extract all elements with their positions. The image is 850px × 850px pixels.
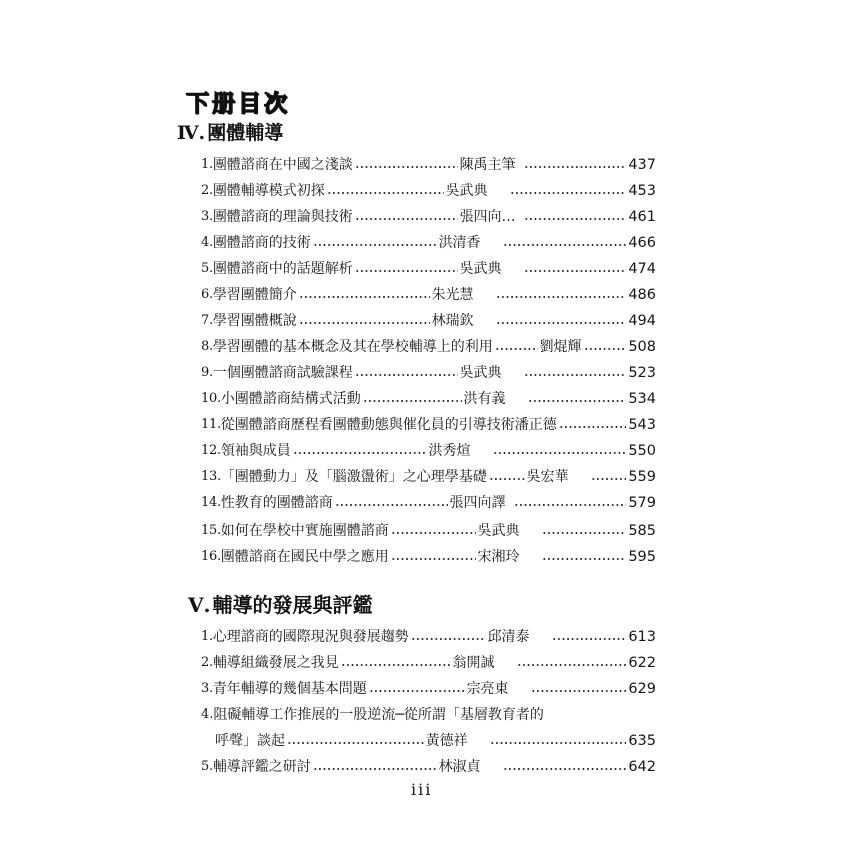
entry-number: 4.: [201, 235, 213, 250]
entry-title: 團體輔導模式初探: [212, 183, 325, 199]
entry-page: 534: [628, 391, 656, 407]
leader-dots: [528, 398, 627, 404]
entry-page: 642: [628, 759, 656, 775]
entry-title: 學習團體概說: [212, 313, 297, 329]
entry-author: 張四向譯: [449, 495, 506, 511]
leader-dots: [299, 294, 430, 300]
entry-page: 437: [628, 157, 656, 173]
leader-dots: [411, 636, 486, 642]
leader-dots: [355, 372, 458, 378]
leader-dots: [496, 320, 627, 326]
entry-author: 黃德祥: [425, 733, 468, 749]
leader-dots: [335, 502, 448, 508]
section-title: 輔導的發展與評鑑: [212, 593, 373, 617]
leader-dots: [313, 766, 437, 772]
leader-dots: [355, 268, 458, 274]
entry-number: 1.: [201, 629, 213, 644]
toc-entry[interactable]: [201, 361, 656, 383]
leader-dots: [514, 502, 627, 508]
toc-entry-continuation[interactable]: [215, 729, 656, 751]
section-heading-v: [188, 589, 372, 618]
entry-title: 小團體諮商結構式活動: [220, 391, 361, 407]
leader-dots: [559, 424, 627, 430]
entry-author: 林淑貞: [438, 759, 481, 775]
leader-dots: [355, 216, 458, 222]
entry-title: 輔導組織發展之我見: [212, 655, 339, 671]
entry-author: 翁開誠: [452, 655, 495, 671]
leader-dots: [287, 740, 424, 746]
leader-dots: [524, 372, 627, 378]
leader-dots: [313, 242, 437, 248]
entry-number: 7.: [201, 313, 213, 328]
entry-author: 吳武典: [445, 183, 488, 199]
entry-number: 15.: [201, 523, 221, 538]
toc-entry[interactable]: [201, 257, 656, 279]
entry-number: 11.: [201, 417, 221, 432]
entry-number: 8.: [201, 339, 213, 354]
entry-author: 洪有義: [463, 391, 506, 407]
section-number: Ⅴ.: [188, 593, 211, 617]
entry-title: 一個團體諮商試驗課程: [212, 365, 353, 381]
entry-number: 6.: [201, 287, 213, 302]
leader-dots: [552, 636, 627, 642]
entry-number: 3.: [201, 209, 213, 224]
entry-title: 團體諮商在國民中學之應用: [220, 549, 389, 565]
entry-number: 3.: [201, 681, 213, 696]
leader-dots: [341, 662, 451, 668]
entry-page: 550: [628, 443, 656, 459]
entry-number: 2.: [201, 183, 213, 198]
entry-author: 宗亮東: [466, 681, 509, 697]
entry-page: 559: [628, 469, 656, 485]
entry-author: 洪清香: [438, 235, 481, 251]
leader-dots: [489, 476, 525, 482]
entry-page: 474: [628, 261, 656, 277]
entry-author: 吳宏華: [526, 469, 569, 485]
leader-dots: [490, 740, 627, 746]
leader-dots: [542, 556, 627, 562]
entry-title: 團體諮商的理論與技術: [212, 209, 353, 225]
entry-title: 「團體動力」及「腦激盪術」之心理學基礎: [220, 469, 487, 485]
leader-dots: [517, 662, 627, 668]
leader-dots: [584, 346, 627, 352]
toc-entry[interactable]: [201, 179, 656, 201]
entry-title: 阻礙輔導工作推展的一股逆流─從所謂「基層教育者的: [213, 707, 544, 723]
entry-number: 9.: [201, 365, 213, 380]
entry-page: 543: [628, 417, 656, 433]
leader-dots: [591, 476, 627, 482]
section-number: Ⅳ.: [177, 122, 206, 144]
leader-dots: [531, 688, 627, 694]
entry-number: 4.: [201, 707, 214, 722]
entry-title: 青年輔導的幾個基本問題: [212, 681, 367, 697]
leader-dots: [391, 530, 476, 536]
leader-dots: [363, 398, 462, 404]
entry-author: 吳武典: [477, 523, 520, 539]
entry-title: 心理諮商的國際現況與發展趨勢: [212, 629, 409, 645]
toc-entry[interactable]: [201, 545, 656, 567]
entry-page: 486: [628, 287, 656, 303]
entry-author: 張四向…: [459, 209, 516, 225]
toc-entry[interactable]: [201, 205, 656, 227]
toc-entry[interactable]: [201, 755, 656, 777]
leader-dots: [493, 450, 627, 456]
leader-dots: [369, 688, 465, 694]
leader-dots: [299, 320, 430, 326]
entry-title: 從團體諮商歷程看團體動態與催化員的引導技術: [220, 417, 515, 433]
toc-entry[interactable]: [201, 309, 656, 331]
leader-dots: [503, 242, 627, 248]
entry-title: 學習團體簡介: [212, 287, 297, 303]
entry-author: 林瑞欽: [431, 313, 474, 329]
entry-number: 14.: [201, 495, 221, 510]
entry-page: 579: [628, 495, 656, 511]
entry-page: 523: [628, 365, 656, 381]
leader-dots: [510, 190, 627, 196]
entry-number: 2.: [201, 655, 213, 670]
toc-entry[interactable]: [201, 677, 656, 699]
entry-number: 10.: [201, 391, 221, 406]
toc-entry[interactable]: [201, 413, 656, 435]
entry-page: 508: [628, 339, 656, 355]
page-number: iii: [411, 780, 433, 799]
section-title: 團體輔導: [207, 122, 284, 144]
entry-page: 494: [628, 313, 656, 329]
toc-entry[interactable]: [201, 335, 656, 357]
entry-page: 629: [628, 681, 656, 697]
entry-number: 5.: [201, 261, 213, 276]
toc-entry[interactable]: [201, 439, 656, 461]
page-title: 下册目次: [186, 91, 290, 117]
entry-page: 461: [628, 209, 656, 225]
leader-dots: [503, 766, 627, 772]
entry-number: 1.: [201, 157, 213, 172]
entry-author: 宋湘玲: [477, 549, 520, 565]
leader-dots: [327, 190, 444, 196]
entry-author: 朱光慧: [431, 287, 474, 303]
toc-entry-first-line[interactable]: [201, 703, 656, 725]
toc-entry[interactable]: [201, 625, 656, 647]
leader-dots: [495, 346, 538, 352]
leader-dots: [524, 164, 627, 170]
entry-title: 領袖與成員: [220, 443, 291, 459]
entry-title: 輔導評鑑之研討: [212, 759, 311, 775]
entry-number: 16.: [201, 549, 221, 564]
entry-page: 595: [628, 549, 656, 565]
entry-page: 622: [628, 655, 656, 671]
section-heading-iv: [177, 118, 283, 145]
leader-dots: [524, 268, 627, 274]
toc-entry[interactable]: [201, 283, 656, 305]
toc-entry[interactable]: [201, 465, 656, 487]
entry-author: 吳武典: [459, 365, 502, 381]
leader-dots: [542, 530, 627, 536]
entry-title: 學習團體的基本概念及其在學校輔導上的利用: [212, 339, 493, 355]
toc-entry[interactable]: [201, 153, 656, 175]
entry-title: 團體諮商在中國之淺談: [212, 157, 353, 173]
entry-author: 潘正德: [514, 417, 557, 433]
entry-number: 13.: [201, 469, 221, 484]
leader-dots: [293, 450, 427, 456]
entry-author: 洪秀煊: [428, 443, 471, 459]
leader-dots: [355, 164, 458, 170]
toc-entry[interactable]: [201, 387, 656, 409]
toc-entry[interactable]: [201, 231, 656, 253]
entry-page: 453: [628, 183, 656, 199]
entry-author: 陳禹主筆: [459, 157, 516, 173]
entry-author: 劉焜輝: [539, 339, 582, 355]
entry-title: 團體諮商中的話題解析: [212, 261, 353, 277]
entry-page: 613: [628, 629, 656, 645]
toc-entry[interactable]: [201, 519, 656, 541]
leader-dots: [391, 556, 476, 562]
entry-page: 635: [628, 733, 656, 749]
entry-page: 585: [628, 523, 656, 539]
entry-author: 吳武典: [459, 261, 502, 277]
entry-number: 12.: [201, 443, 221, 458]
entry-number: 5.: [201, 759, 213, 774]
toc-entry[interactable]: [201, 491, 656, 513]
entry-author: 邱清泰: [487, 629, 530, 645]
entry-title: 性教育的團體諮商: [220, 495, 333, 511]
toc-entry[interactable]: [201, 651, 656, 673]
entry-title: 如何在學校中實施團體諮商: [220, 523, 389, 539]
leader-dots: [524, 216, 627, 222]
entry-page: 466: [628, 235, 656, 251]
entry-title-continuation: 呼聲」談起: [215, 733, 285, 749]
leader-dots: [496, 294, 627, 300]
entry-title: 團體諮商的技術: [212, 235, 311, 251]
